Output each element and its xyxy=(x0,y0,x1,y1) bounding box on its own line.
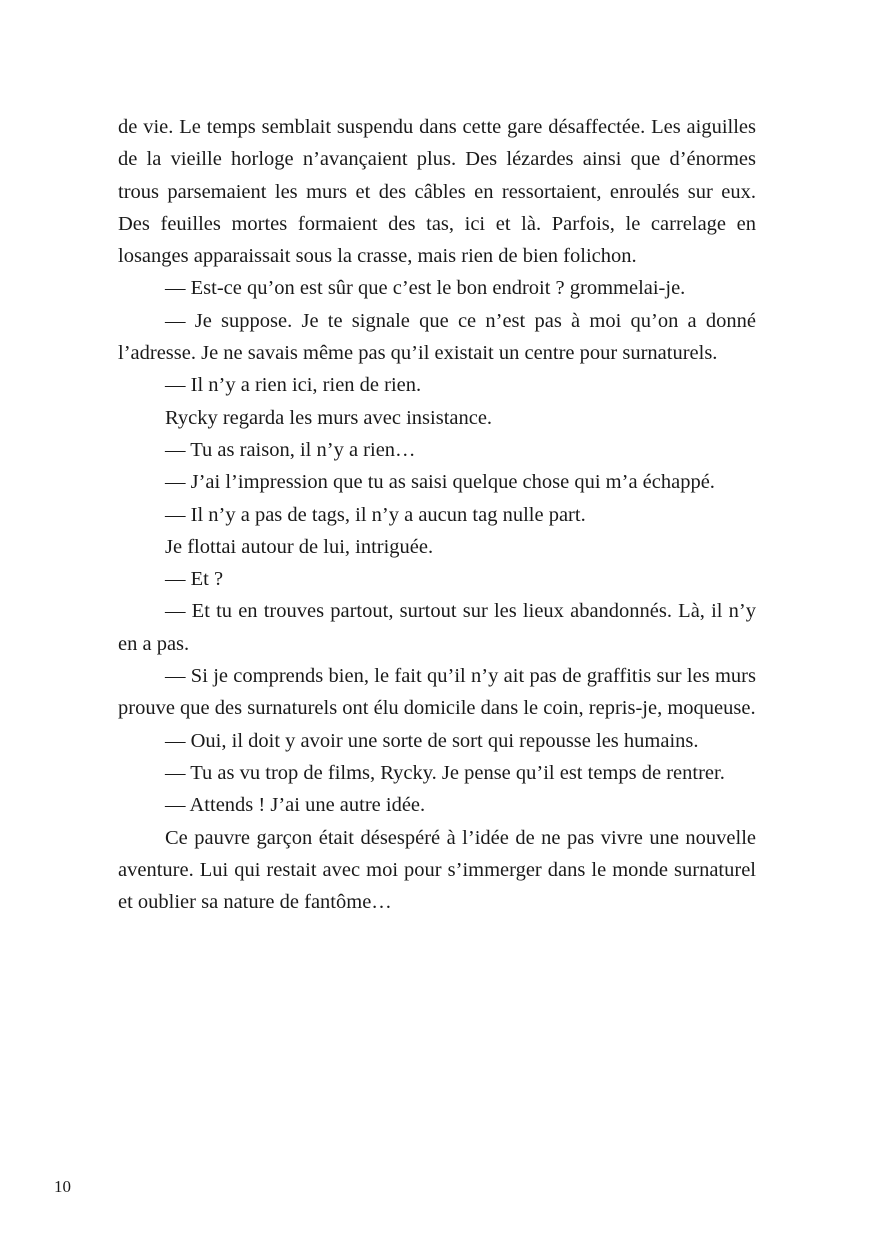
paragraph: — Est-ce qu’on est sûr que c’est le bon endroit ? grommelai-je. xyxy=(165,277,686,300)
paragraph: — Et ? xyxy=(165,568,224,591)
paragraph: — J’ai l’impression que tu as saisi quelque chose qui m’a échappé. xyxy=(165,471,715,494)
paragraph: — Tu as vu trop de films, Rycky. Je pense qu’il est temps de rentrer. xyxy=(165,761,725,784)
paragraph: — Et tu en trouves partout, surtout sur les lieux abandonnés. Là, il n’y en a pas. xyxy=(118,600,756,655)
paragraph: — Je suppose. Je te signale que ce n’est pas à moi qu’on a donné l’adresse. Je ne savais même pas qu’il existait un centre pour surnaturels. xyxy=(118,309,756,365)
paragraph: — Attends ! J’ai une autre idée. xyxy=(165,794,426,817)
paragraph: — Il n’y a pas de tags, il n’y a aucun tag nulle part. xyxy=(165,503,586,526)
paragraph: Je flottai autour de lui, intriguée. xyxy=(165,535,434,558)
paragraph: — Il n’y a rien ici, rien de rien. xyxy=(165,374,422,397)
paragraph-continued: de vie. Le temps semblait suspendu dans cette gare désaffectée. Les aiguilles de la vieille horloge n’avançaient plus. Des lézardes ainsi que d’énormes trous parsemaient les murs et des câbles en ressortaient, enroulés sur eux. Des feuilles mortes formaient des tas, ici et là. Parfois, le carrelage en losanges apparaissait sous la crasse, mais rien de bien folichon. xyxy=(118,116,756,268)
paragraph: — Tu as raison, il n’y a rien… xyxy=(165,438,416,461)
paragraph: Rycky regarda les murs avec insistance. xyxy=(165,406,493,429)
page-number: 10 xyxy=(54,1177,71,1196)
paragraph: — Si je comprends bien, le fait qu’il n’y ait pas de graffitis sur les murs prouve que des surnaturels ont élu domicile dans le coin, repris-je, moqueuse. xyxy=(118,665,756,720)
page-body xyxy=(118,111,756,918)
paragraph: — Oui, il doit y avoir une sorte de sort qui repousse les humains. xyxy=(165,729,699,752)
paragraph: Ce pauvre garçon était désespéré à l’idée de ne pas vivre une nouvelle aventure. Lui qui restait avec moi pour s’immerger dans le monde surnaturel et oublier sa nature de fantôme… xyxy=(118,826,756,914)
